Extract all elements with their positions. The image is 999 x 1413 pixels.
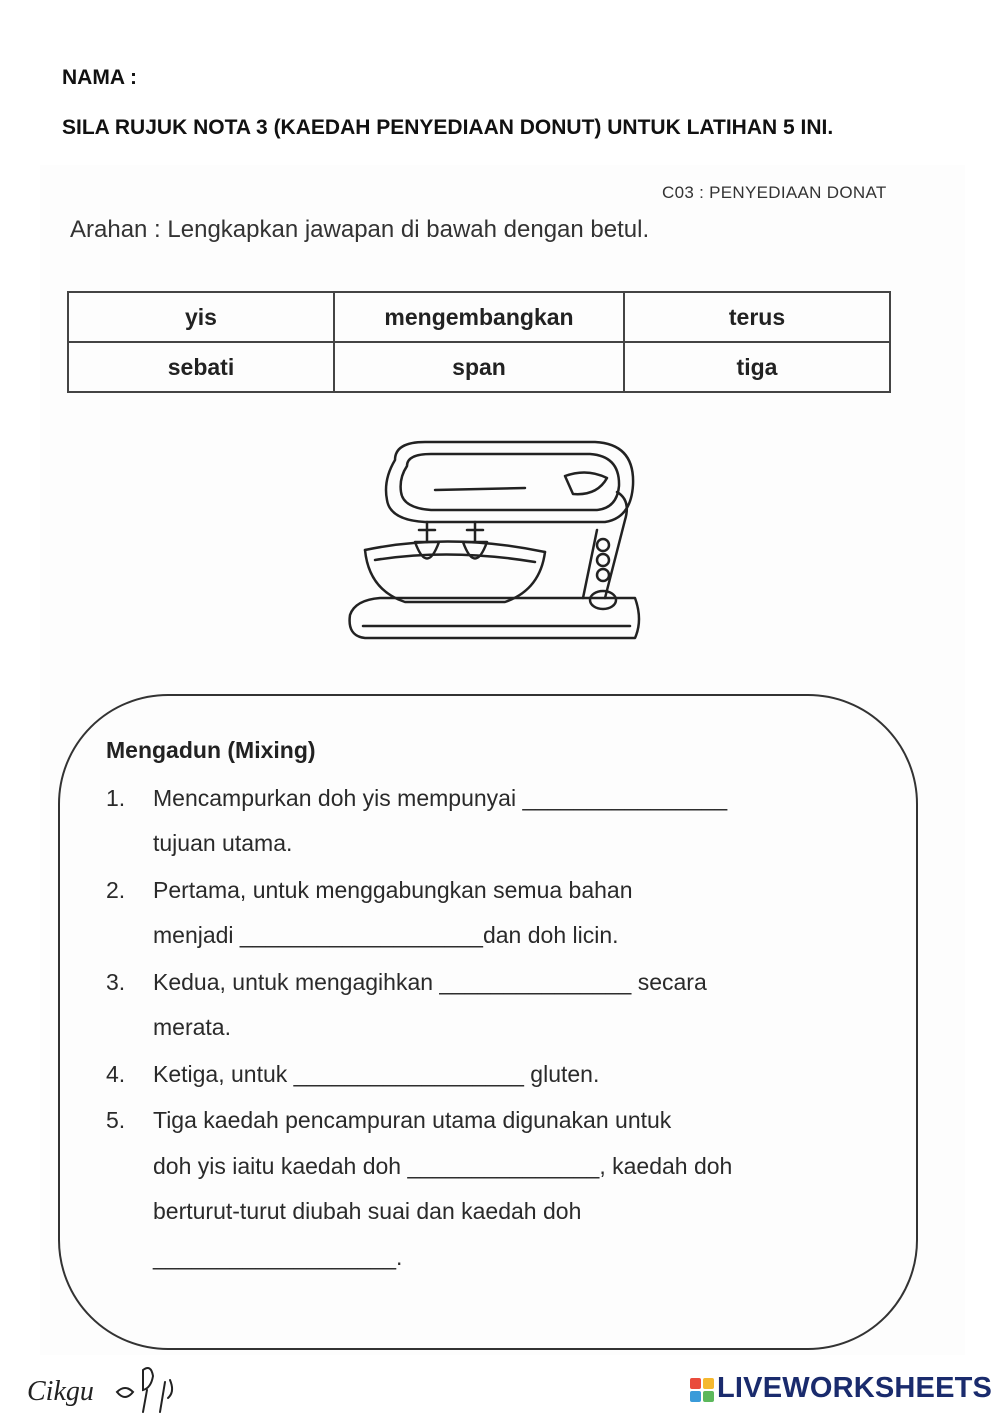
word-bank-cell: mengembangkan <box>334 292 624 342</box>
question-line: Ketiga, untuk __________________ gluten. <box>153 1061 600 1087</box>
question-line: Mencampurkan doh yis mempunyai ________________ <box>153 785 728 811</box>
word-bank-row <box>68 342 890 392</box>
worksheet-code: C03 : PENYEDIAAN DONAT <box>662 183 887 202</box>
question-line: Pertama, untuk menggabungkan semua bahan <box>153 877 633 903</box>
liveworksheets-wordmark: LIVEWORKSHEETS <box>717 1372 993 1404</box>
question-number: 1. <box>106 785 126 811</box>
name-label: NAMA : <box>62 66 138 89</box>
stand-mixer-icon <box>335 430 655 650</box>
question-number: 3. <box>106 969 126 995</box>
question-line: tujuan utama. <box>153 830 293 856</box>
word-bank-cell: span <box>334 342 624 392</box>
word-bank-cell: terus <box>624 292 890 342</box>
signature-text: Cikgu <box>27 1376 94 1407</box>
question-line: merata. <box>153 1014 231 1040</box>
question-line: doh yis iaitu kaedah doh _______________, kaedah doh <box>153 1153 733 1179</box>
question-number: 4. <box>106 1061 126 1087</box>
question-line: Tiga kaedah pencampuran utama digunakan untuk <box>153 1107 672 1133</box>
direction-text: Arahan : Lengkapkan jawapan di bawah dengan betul. <box>70 216 650 243</box>
cikgu-signature-logo <box>25 1362 185 1413</box>
question-number: 5. <box>106 1107 126 1133</box>
question-line: menjadi ___________________dan doh licin. <box>153 922 619 948</box>
word-bank-cell: yis <box>68 292 334 342</box>
word-bank-row <box>68 292 890 342</box>
question-line: berturut-turut diubah suai dan kaedah doh <box>153 1198 582 1224</box>
instruction-heading: SILA RUJUK NOTA 3 (KAEDAH PENYEDIAAN DONUT) UNTUK LATIHAN 5 INI. <box>62 116 834 139</box>
liveworksheets-logo-icon <box>690 1378 714 1402</box>
section-title: Mengadun (Mixing) <box>106 737 316 763</box>
word-bank-table <box>67 291 891 393</box>
question-line: ___________________. <box>153 1244 403 1270</box>
word-bank-cell: sebati <box>68 342 334 392</box>
word-bank-cell: tiga <box>624 342 890 392</box>
question-number: 2. <box>106 877 126 903</box>
question-line: Kedua, untuk mengagihkan _______________ secara <box>153 969 707 995</box>
